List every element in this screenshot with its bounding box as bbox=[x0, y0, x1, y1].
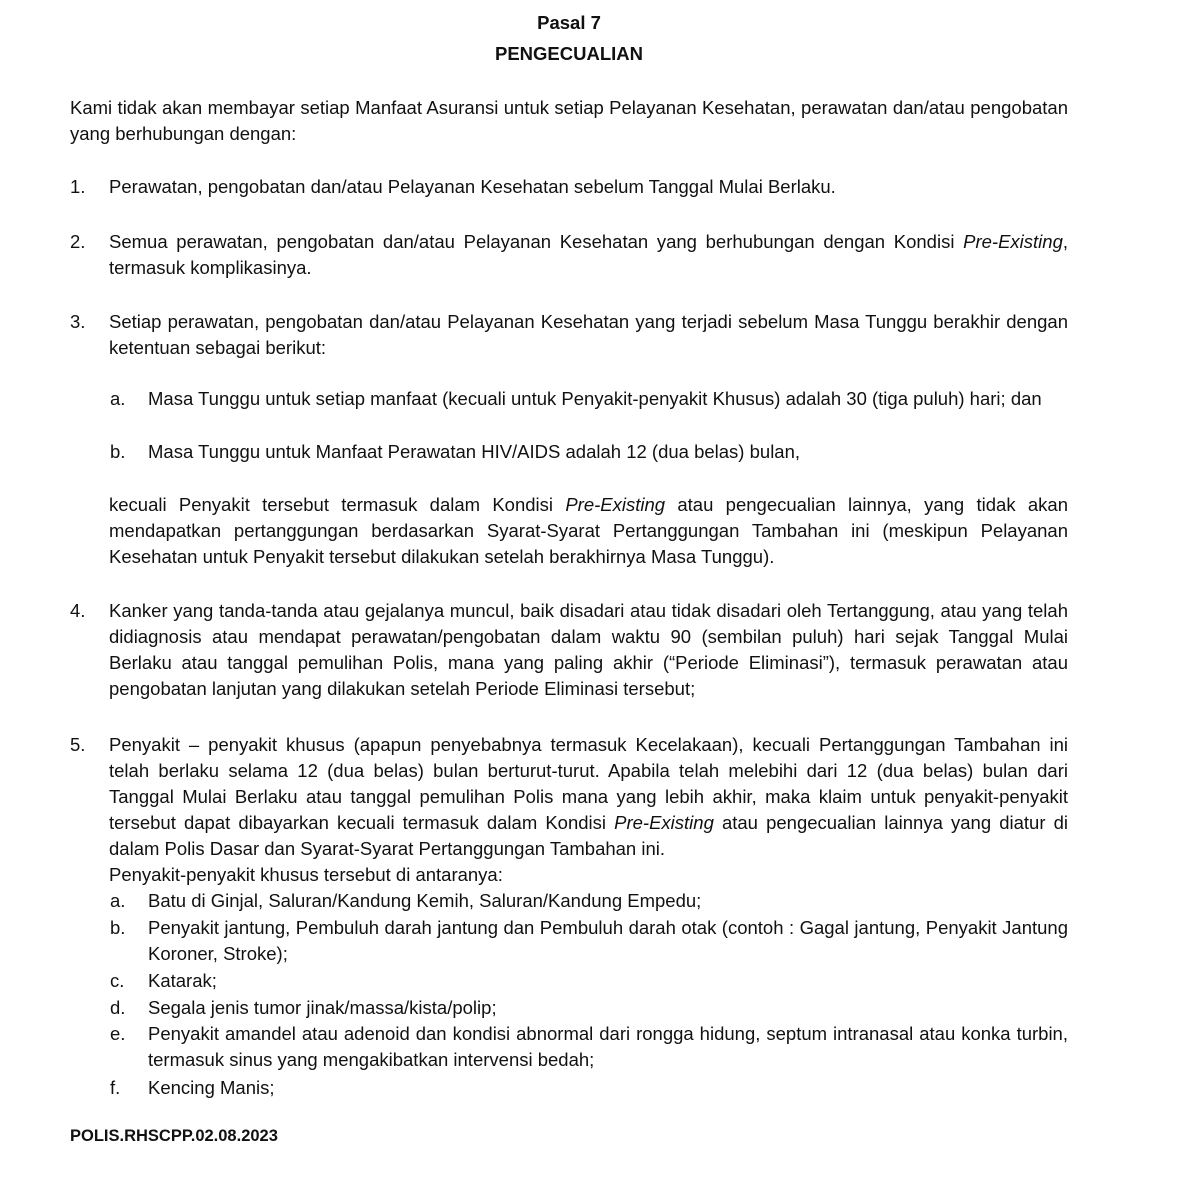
sub-item-text: Masa Tunggu untuk setiap manfaat (kecuali untuk Penyakit-penyakit Khusus) adalah 30 (tiga puluh) hari; dan bbox=[148, 388, 1042, 409]
item-text: Kanker yang tanda-tanda atau gejalanya muncul, baik disadari atau tidak disadari oleh Tertanggung, atau yang telah didiagnosis atau mendapat perawatan/pengobatan dalam waktu 90 (sembilan puluh) hari sejak Tanggal Mulai Berlaku atau tanggal pemulihan Polis, mana yang paling akhir (“Periode Eliminasi”), termasuk perawatan atau pengobatan lanjutan yang dilakukan setelah Periode Eliminasi tersebut; bbox=[109, 600, 1068, 699]
intro-paragraph: Kami tidak akan membayar setiap Manfaat Asuransi untuk setiap Pelayanan Kesehatan, perawatan dan/atau pengobatan yang berhubungan dengan: bbox=[70, 97, 1068, 144]
italic-term: Pre-Existing bbox=[963, 231, 1063, 252]
item-text: Penyakit – penyakit khusus (apapun penyebabnya termasuk Kecelakaan), kecuali Pertanggungan Tambahan ini telah berlaku selama 12 (dua belas) bulan berturut-turut. Apabila telah melebihi dari 12 (dua belas) bulan dari Tanggal Mulai Berlaku atau tanggal pemulihan Polis mana yang lebih akhir, maka klaim untuk penyakit-penyakit tersebut dapat dibayarkan kecuali termasuk dalam Kondisi Pre-Existing atau pengecualian lainnya yang diatur di dalam Polis Dasar dan Syarat-Syarat Pertanggungan Tambahan ini. bbox=[109, 734, 1068, 859]
sub-item-text: Batu di Ginjal, Saluran/Kandung Kemih, Saluran/Kandung Empedu; bbox=[148, 890, 702, 911]
sub-item-letter: c. bbox=[110, 970, 125, 991]
sub-item-3a bbox=[110, 386, 1068, 412]
sub-item-text: Segala jenis tumor jinak/massa/kista/polip; bbox=[148, 997, 497, 1018]
document-code: POLIS.RHSCPP.02.08.2023 bbox=[70, 1127, 278, 1145]
sub-item-letter: a. bbox=[110, 388, 126, 409]
exclusion-item-3 bbox=[70, 309, 1068, 361]
article-number: Pasal 7 bbox=[537, 12, 601, 33]
item-number: 4. bbox=[70, 600, 86, 621]
sub-item-5c bbox=[110, 968, 1068, 994]
item-number: 1. bbox=[70, 176, 86, 197]
exclusion-item-4 bbox=[70, 598, 1068, 702]
item-text: Perawatan, pengobatan dan/atau Pelayanan Kesehatan sebelum Tanggal Mulai Berlaku. bbox=[109, 176, 836, 197]
item-number: 5. bbox=[70, 734, 86, 755]
exclusion-item-2 bbox=[70, 229, 1068, 281]
sub-item-text: Masa Tunggu untuk Manfaat Perawatan HIV/AIDS adalah 12 (dua belas) bulan, bbox=[148, 441, 801, 462]
sub-item-letter: a. bbox=[110, 890, 126, 911]
sub-item-letter: d. bbox=[110, 997, 126, 1018]
item-3-note: kecuali Penyakit tersebut termasuk dalam Kondisi Pre-Existing atau pengecualian lainnya, yang tidak akan mendapatkan pertanggungan berdasarkan Syarat-Syarat Pertanggungan Tambahan ini (meskipun Pelayanan Kesehatan untuk Penyakit tersebut dilakukan setelah berakhirnya Masa Tunggu). bbox=[109, 494, 1068, 567]
sub-item-5b bbox=[110, 915, 1068, 967]
sub-item-5f bbox=[110, 1075, 1068, 1101]
sub-item-5a bbox=[110, 888, 1068, 914]
sub-item-text: Penyakit jantung, Pembuluh darah jantung dan Pembuluh darah otak (contoh : Gagal jantung, Penyakit Jantung Koroner, Stroke); bbox=[148, 917, 1068, 964]
item-text: Setiap perawatan, pengobatan dan/atau Pelayanan Kesehatan yang terjadi sebelum Masa Tunggu berakhir dengan ketentuan sebagai berikut: bbox=[109, 311, 1068, 358]
sub-item-3b bbox=[110, 439, 1068, 465]
item-number: 3. bbox=[70, 311, 86, 332]
sub-item-letter: b. bbox=[110, 917, 126, 938]
sub-item-letter: e. bbox=[110, 1023, 126, 1044]
item-number: 2. bbox=[70, 231, 86, 252]
item-5-lead: Penyakit-penyakit khusus tersebut di antaranya: bbox=[109, 864, 503, 885]
sub-item-text: Penyakit amandel atau adenoid dan kondisi abnormal dari rongga hidung, septum intranasal atau konka turbin, termasuk sinus yang mengakibatkan intervensi bedah; bbox=[148, 1023, 1068, 1070]
sub-item-text: Kencing Manis; bbox=[148, 1077, 275, 1098]
item-text: Semua perawatan, pengobatan dan/atau Pelayanan Kesehatan yang berhubungan dengan Kondisi Pre-Existing, termasuk komplikasinya. bbox=[109, 231, 1068, 278]
sub-item-5e bbox=[110, 1021, 1068, 1073]
sub-item-letter: f. bbox=[110, 1077, 121, 1098]
italic-term: Pre-Existing bbox=[565, 494, 666, 515]
exclusion-item-1 bbox=[70, 174, 1068, 200]
article-title: PENGECUALIAN bbox=[494, 43, 643, 64]
sub-item-text: Katarak; bbox=[148, 970, 217, 991]
sub-item-letter: b. bbox=[110, 441, 126, 462]
exclusion-item-5 bbox=[70, 732, 1068, 862]
sub-item-5d bbox=[110, 995, 1068, 1021]
italic-term: Pre-Existing bbox=[614, 812, 714, 833]
